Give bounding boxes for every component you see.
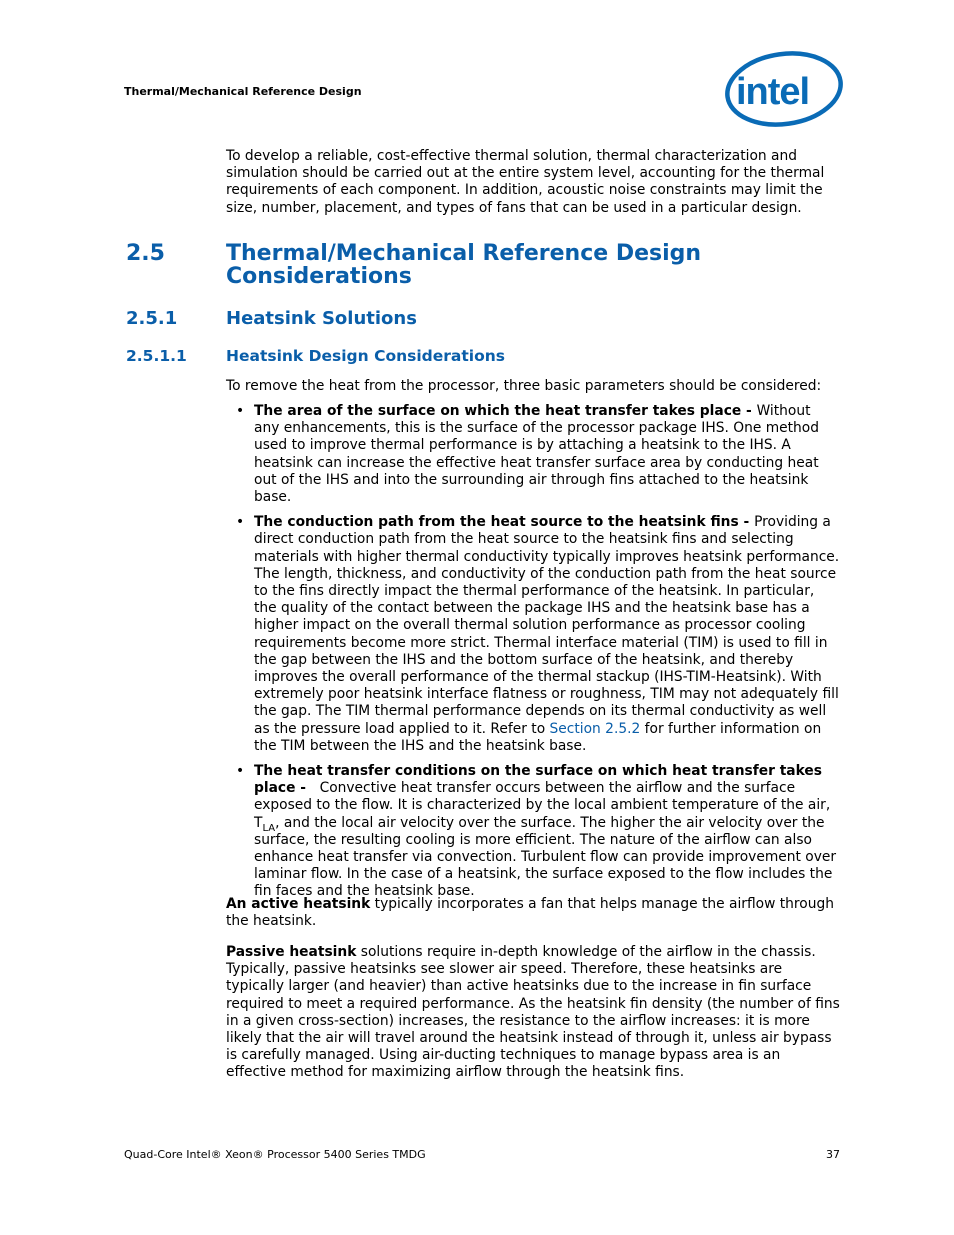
section-number: 2.5.1.1 [126,347,187,365]
intro-paragraph: To develop a reliable, cost-effective thermal solution, thermal characterization and simulation should be carried out at the entire system level, accounting for the thermal requirements of each component. In addition, acoustic noise constraints may limit the size, number, placement, and types of fans that can be used in a particular design. [226,148,825,216]
page-number: 37 [826,1148,840,1161]
running-header: Thermal/Mechanical Reference Design [124,85,362,98]
list-item: • The conduction path from the heat source to the heatsink fins - Providing a direct conduction path from the heat source to the heatsink fins and selecting materials with higher thermal conductivity typically improves heatsink performance. The length, thickness, and conductivity of the conduction path from the heat source to the fins directly impact the thermal performance of the heatsink. In particular, the quality of the contact between the package IHS and the heatsink base has a higher impact on the overall thermal solution performance as processor cooling requirements become more strict. Thermal interface material (TIM) is used to fill in the gap between the IHS and the bottom surface of the heatsink, and thereby improves the overall performance of the thermal stackup (IHS-TIM-Heatsink). With extremely poor heatsink interface flatness or roughness, TIM may not adequately fill the gap. The TIM thermal performance depends on its thermal conductivity as well as the pressure load applied to it. Refer to Section 2.5.2 for further information on the TIM between the IHS and the heatsink base. [236,514,840,754]
bullet-icon: • [236,763,245,780]
passive-heatsink-paragraph: Passive heatsink solutions require in-depth knowledge of the airflow in the chassis. Typically, passive heatsinks see slower air speed. Therefore, these heatsinks are typically larger (and heavier) than active heatsinks due to the increase in fin surface required to meet a required performance. As the heatsink fin density (the number of fins in a given cross-section) increases, the resistance to the airflow increases: it is more likely that the air will travel around the heatsink instead of through it, unless air bypass is carefully managed. Using air-ducting techniques to manage bypass area is an effective method for maximizing airflow through the heatsink fins. [226,944,840,1081]
list-item: • The area of the surface on which the heat transfer takes place - Without any enhancements, this is the surface of the processor package IHS. One method used to improve thermal performance is by attaching a heatsink to the IHS. A heatsink can increase the effective heat transfer surface area by conducting heat out of the IHS and into the surrounding air through fins attached to the heatsink base. [236,403,820,506]
logo-text: intel [736,71,810,113]
footer-doc-title: Quad-Core Intel® Xeon® Processor 5400 Series TMDG [124,1148,426,1161]
bullet-icon: • [236,403,245,419]
intel-logo [722,48,844,128]
section-title: Heatsink Solutions [226,308,417,329]
bullet-list [236,403,840,909]
section-number: 2.5.1 [126,308,178,329]
parameters-intro: To remove the heat from the processor, three basic parameters should be considered: [226,378,822,394]
list-item: • The heat transfer conditions on the surface on which heat transfer takes place - Convective heat transfer occurs between the airflow and the surface exposed to the flow. It is characterized by the local ambient temperature of the air, $T_{LA}$, and the local air velocity over the surface. The higher the air velocity over the surface, the resulting cooling is more efficient. The nature of the airflow can also enhance heat transfer via convection. Turbulent flow can provide improvement over laminar flow. In the case of a heatsink, the surface exposed to the flow includes the fin faces and the heatsink base. [236,763,837,900]
section-2-5-2-link[interactable]: Section 2.5.2 [549,720,641,737]
section-title: Heatsink Design Considerations [226,347,506,365]
section-title: Thermal/Mechanical Reference Design Considerations [226,241,702,289]
bullet-icon: • [236,514,245,531]
active-heatsink-paragraph: An active heatsink typically incorporates a fan that helps manage the airflow through the heatsink. [226,896,834,930]
section-number: 2.5 [126,241,165,266]
